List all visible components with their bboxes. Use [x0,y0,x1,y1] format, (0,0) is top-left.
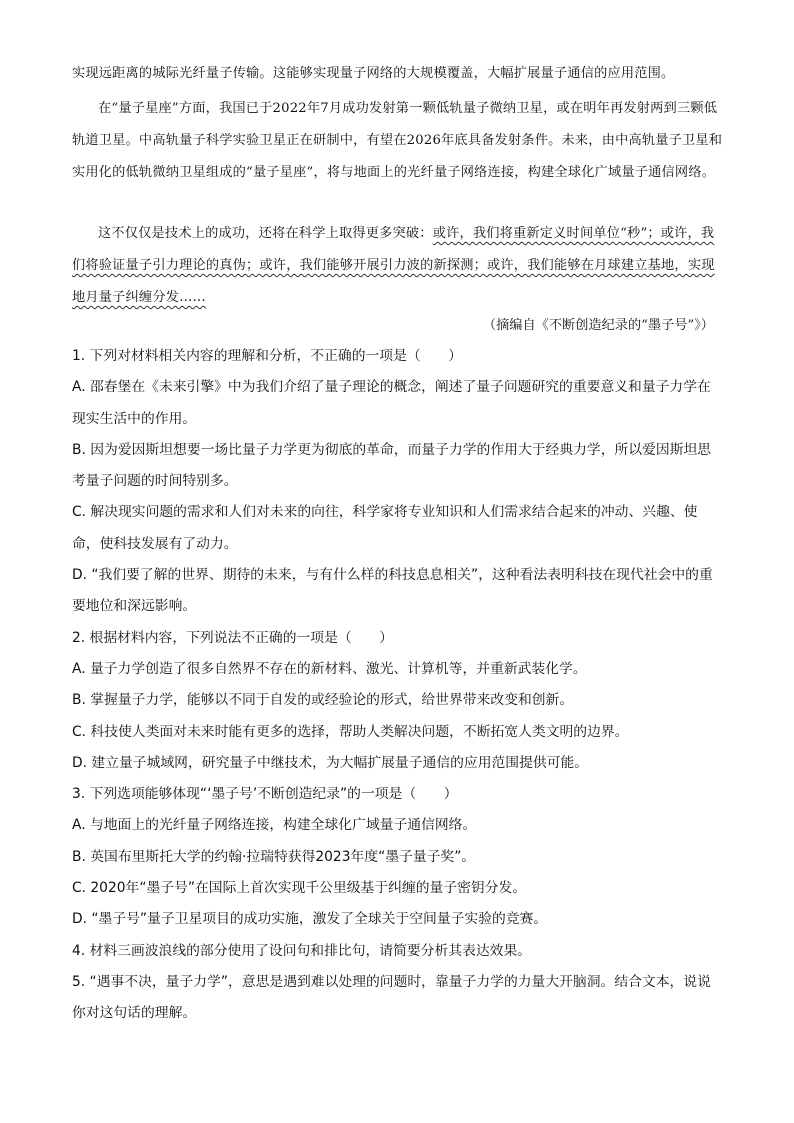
passage-line: 在“量子星座”方面，我国已于2022年7月成功发射第一颗低轨量子微纳卫星，或在明年再发射两到三颗低轨道卫星。中高轨量子科学实验卫星正在研制中，有望在2026年底具备发射条件。未来，由中高轨量子卫星和实用化的低轨微纳卫星组成的“量子星座”，将与地面上的光纤量子网络连接，构建全球化广域量子通信网络。 [72,101,723,180]
passage-line [72,218,724,314]
question-stem: 5. “遇事不决，量子力学”，意思是遇到难以处理的问题时，靠量子力学的力量大开脑洞。结合文本，说说你对这句话的理解。 [72,973,711,1022]
question-stem: 3. 下列选项能够体现“‘墨子号’不断创造纪录”的一项是（ ） [72,786,458,803]
answer-option: C. 2020年“墨子号”在国际上首次实现千公里级基于纠缠的量子密钥分发。 [72,880,527,897]
answer-option: A. 量子力学创造了很多自然界不存在的新材料、激光、计算机等，并重新武装化学。 [72,660,587,677]
answer-option: C. 科技使人类面对未来时能有更多的选择，帮助人类解决问题，不断拓宽人类文明的边界。 [72,723,629,740]
passage-source: （摘编自《不断创造纪录的“墨子号”》） [482,318,714,333]
answer-option: A. 邵春堡在《未来引擎》中为我们介绍了量子理论的概念，阐述了量子问题研究的重要意义和量子力学在现实生活中的作用。 [72,379,711,427]
answer-option: A. 与地面上的光纤量子网络连接，构建全球化广域量子通信网络。 [72,817,477,834]
passage-paragraph-2 [72,93,724,189]
answer-option: C. 解决现实问题的需求和人们对未来的向往，科学家将专业知识和人们需求结合起来的冲动、兴趣、使命，使科技发展有了动力。 [72,504,698,552]
answer-option: D. “我们要了解的世界、期待的未来，与有什么样的科技息息相关”，这种看法表明科技在现代社会中的重要地位和深远影响。 [72,567,713,615]
question-stem: 2. 根据材料内容，下列说法不正确的一项是（ ） [72,629,394,646]
passage-text: 这不仅仅是技术上的成功，还将在科学上取得更多突破： [98,226,433,241]
passage-paragraph-3 [72,218,724,314]
answer-option: B. 掌握量子力学，能够以不同于自发的或经验论的形式，给世界带来改变和创新。 [72,692,574,709]
questions-section [72,341,720,1030]
question-stem: 1. 下列对材料相关内容的理解和分析，不正确的一项是（ ） [72,348,463,364]
answer-option: D. 建立量子城域网，研究量子中继技术，为大幅扩展量子通信的应用范围提供可能。 [72,754,589,771]
question-stem: 4. 材料三画波浪线的部分使用了设问句和排比句，请简要分析其表达效果。 [72,942,532,959]
wavy-underlined-text: 或许，我们将重新定义时间单位“秒”；或许，我们将验证量子引力理论的真伪；或许，我们能够开展引力波的新探测；或许，我们能够在月球建立基地，实现地月量子纠缠分发…… [72,226,715,305]
answer-option: D. “墨子号”量子卫星项目的成功实施，激发了全球关于空间量子实验的竞赛。 [72,911,548,928]
answer-option: B. 英国布里斯托大学的约翰·拉瑞特获得2023年度“墨子量子奖”。 [72,848,476,865]
passage-line: 实现远距离的城际光纤量子传输。这能够实现量子网络的大规模覆盖，大幅扩展量子通信的应用范围。 [72,66,675,81]
passage-paragraph-1 [72,58,724,90]
answer-option: B. 因为爱因斯坦想要一场比量子力学更为彻底的革命，而量子力学的作用大于经典力学，所以爱因斯坦思考量子问题的时间特别多。 [72,441,712,490]
